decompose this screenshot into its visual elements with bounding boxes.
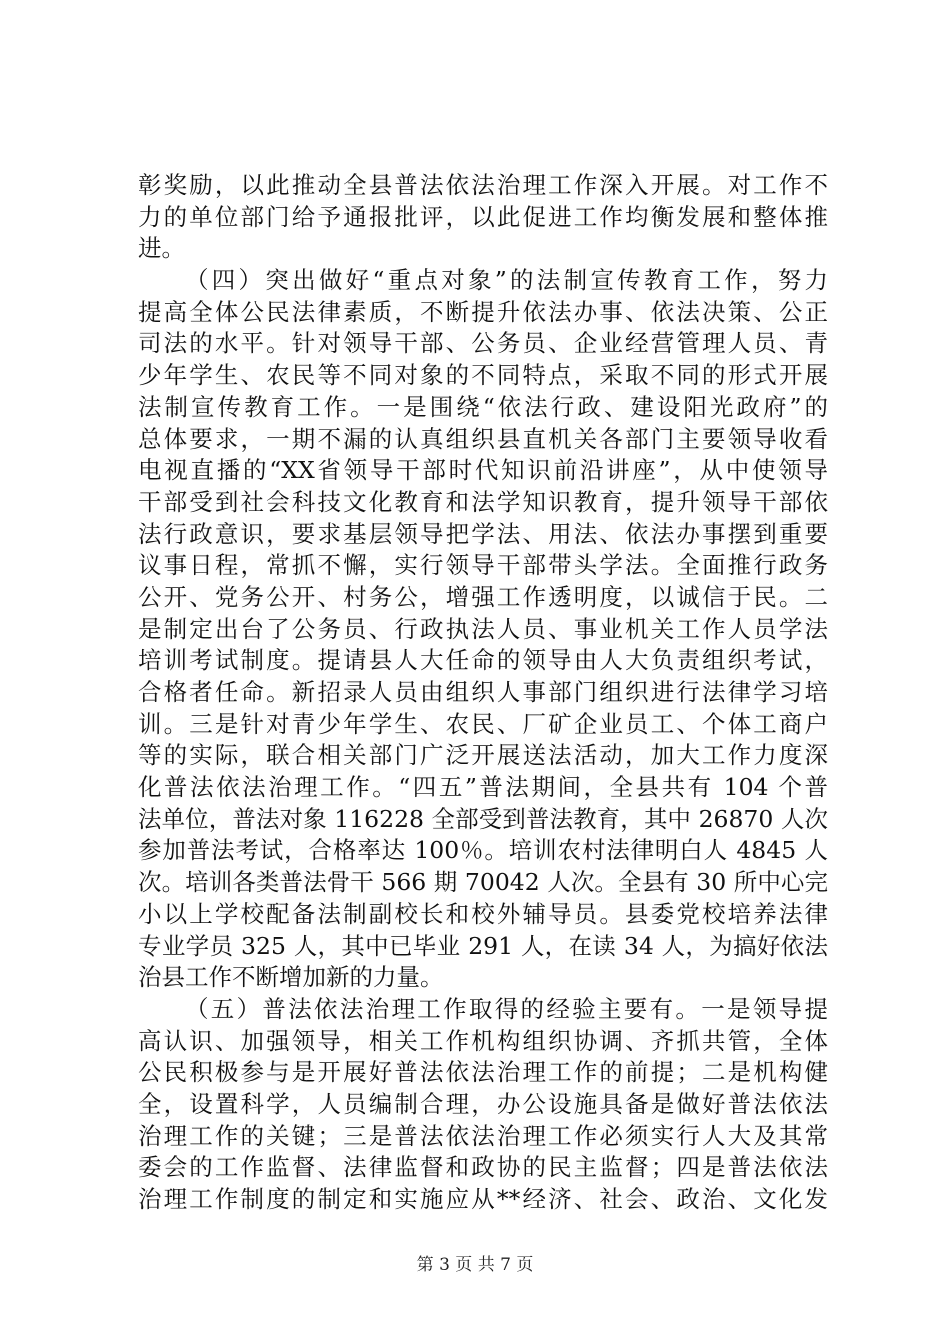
text-line: （五）普法依法治理工作取得的经验主要有。一是领导提: [185, 994, 828, 1023]
text-line: 小以上学校配备法制副校长和校外辅导员。县委党校培养法律: [138, 899, 828, 928]
text-line: 司法的水平。针对领导干部、公务员、企业经营管理人员、青: [138, 329, 828, 358]
text-line: 法单位，普法对象 116228 全部受到普法教育，其中 26870 人次: [138, 804, 828, 833]
text-line: 提高全体公民法律素质，不断提升依法办事、依法决策、公正: [138, 297, 828, 326]
text-line: 培训考试制度。提请县人大任命的领导由人大负责组织考试，: [138, 646, 828, 675]
text-line: 少年学生、农民等不同对象的不同特点，采取不同的形式开展: [138, 361, 828, 390]
text-line: 公开、党务公开、村务公，增强工作透明度，以诚信于民。二: [138, 582, 828, 611]
text-line: 公民积极参与是开展好普法依法治理工作的前提；二是机构健: [138, 1058, 828, 1087]
text-line: 合格者任命。新招录人员由组织人事部门组织进行法律学习培: [138, 678, 828, 706]
text-line: 干部受到社会科技文化教育和法学知识教育，提升领导干部依: [138, 487, 828, 516]
text-line: 电视直播的“XX省领导干部时代知识前沿讲座”，从中使领导: [138, 456, 828, 485]
text-line: 次。培训各类普法骨干 566 期 70042 人次。全县有 30 所中心完: [138, 868, 828, 897]
text-line: 治县工作不断增加新的力量。: [138, 963, 444, 992]
page-footer: 第 3 页 共 7 页: [416, 1255, 534, 1275]
text-line: 委会的工作监督、法律监督和政协的民主监督；四是普法依法: [138, 1153, 828, 1182]
text-line: （四）突出做好“重点对象”的法制宣传教育工作，努力: [185, 266, 828, 295]
text-line: 训。三是针对青少年学生、农民、厂矿企业员工、个体工商户: [138, 709, 828, 738]
text-line: 力的单位部门给予通报批评，以此促进工作均衡发展和整体推: [138, 202, 828, 231]
text-line: 参加普法考试，合格率达 100％。培训农村法律明白人 4845 人: [138, 836, 828, 865]
text-line: 高认识、加强领导，相关工作机构组织协调、齐抓共管，全体: [138, 1026, 828, 1055]
text-line: 总体要求，一期不漏的认真组织县直机关各部门主要领导收看: [138, 424, 828, 453]
document-body: [138, 170, 828, 1216]
text-line: 专业学员 325 人，其中已毕业 291 人，在读 34 人，为搞好依法: [138, 931, 828, 960]
text-line: 是制定出台了公务员、行政执法人员、事业机关工作人员学法: [138, 614, 828, 643]
text-line: 治理工作的关键；三是普法依法治理工作必须实行人大及其常: [138, 1121, 828, 1150]
text-line: 等的实际，联合相关部门广泛开展送法活动，加大工作力度深: [138, 741, 828, 770]
text-line: 法行政意识，要求基层领导把学法、用法、依法办事摆到重要: [138, 519, 828, 548]
text-line: 化普法依法治理工作。“四五”普法期间，全县共有 104 个普: [138, 773, 828, 802]
text-line: 法制宣传教育工作。一是围绕“依法行政、建设阳光政府”的: [138, 392, 828, 421]
text-line: 全，设置科学，人员编制合理，办公设施具备是做好普法依法: [138, 1089, 828, 1118]
text-line: 治理工作制度的制定和实施应从**经济、社会、政治、文化发: [138, 1185, 828, 1213]
text-line: 彰奖励，以此推动全县普法依法治理工作深入开展。对工作不: [138, 171, 828, 199]
text-line: 进。: [138, 234, 185, 263]
text-line: 议事日程，常抓不懈，实行领导干部带头学法。全面推行政务: [138, 551, 828, 580]
